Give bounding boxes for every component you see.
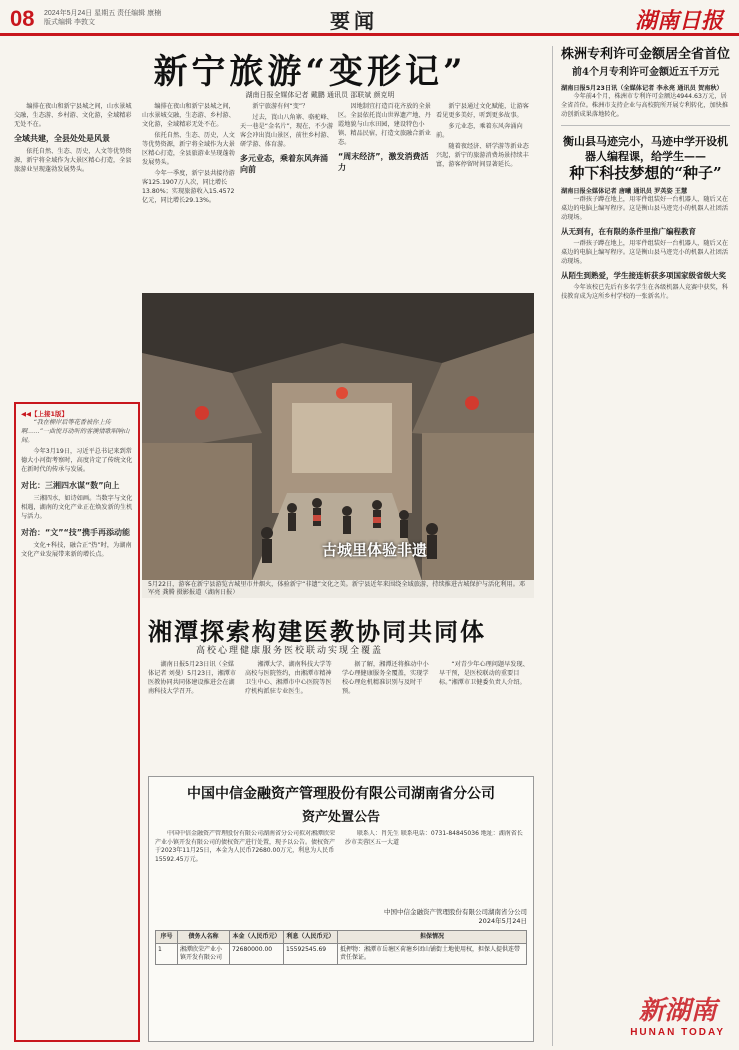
second-col-2: [245, 660, 335, 770]
page-number: 08: [10, 6, 35, 31]
notice-table: [155, 930, 527, 965]
lead-paragraph: 依托自然、生态、历史，人文等优势资源，新宁将全域作为大景区精心打造，全县旅游业呈现蓬勃发展势头。: [14, 148, 132, 173]
right-column: [552, 46, 730, 1046]
section-name: 要闻: [330, 9, 378, 33]
photo-caption: 5月22日，游客在新宁县游览古城里市井烟火，体验新宁“非遗”文化之美。新宁县近年来围绕全域旅游，持续推进古城保护与活化利用。邓军亮 龚腾 摄影报道（湖南日报）: [142, 580, 534, 598]
right-headline-4: 种下科技梦想的“种子”: [569, 164, 722, 182]
right-paragraph: 一群孩子蹲在地上，用零件组装好一台机器人，随后又在桌边的电脑上编写程序。这是衡山县马迹完小的机器人社团活动现场。: [561, 196, 729, 221]
lead-paragraph: 多元业态，乘着东风奔涌向前。: [436, 123, 523, 139]
masthead: [0, 0, 739, 36]
asset-disposal-notice: [148, 776, 534, 1042]
second-paragraph: 据了解，湘潭还将推动中小学心理健康服务全覆盖，实现学校心理危机精准识别与及时干预。: [342, 661, 429, 695]
table-cell: 抵押物：湘潭市岳塘区荷塘乡团山铺街土地使用权，担保人提供连带责任保证。: [338, 944, 527, 965]
second-article-subtitle: 高校心理健康服务医校联动实现全覆盖: [196, 646, 384, 656]
right-paragraph: 今年该校已先后有多名学生在各级机器人竞赛中获奖，科技教育成为这所乡村学校的一张新名片。: [561, 284, 729, 300]
lead-paragraph: 新宁旅游有何“变”？: [252, 103, 309, 110]
notice-contact: 联系人：肖先生 联系电话：0731-84845036 地址：湖南省长沙市芙蓉区五一大道: [345, 830, 523, 846]
sidebar-story: [14, 402, 140, 1042]
second-article-body: [148, 660, 534, 770]
lead-col-left: [14, 102, 136, 402]
lead-paragraph: 依托自然、生态、历史，人文等优势资源，新宁将全域作为大景区精心打造，全县旅游业呈现蓬勃发展势头。: [142, 132, 235, 166]
notice-title: 中国中信金融资产管理股份有限公司湖南省分公司: [187, 786, 495, 802]
lead-paragraph: 编排在夜山和新宁县城之间，山水景城交融，生态游、乡村游、文化游，全域精彩无处不在。: [14, 103, 132, 128]
right-paragraph: 一群孩子蹲在地上，用零件组装好一台机器人，随后又在桌边的电脑上编写程序。这是衡山县马迹完小的机器人社团活动现场。: [561, 240, 729, 265]
table-header: 债务人名称: [178, 931, 230, 944]
news-photo: [142, 293, 534, 581]
right-headline-3: 衡山县马迹完小，马迹中学开设机器人编程课，给学生——: [563, 135, 728, 163]
table-row: [156, 944, 527, 965]
notice-sign-date: 2024年5月24日: [478, 917, 527, 925]
table-cell: 湘潭欣荣产业小镇开发有限公司: [178, 944, 230, 965]
right-subhead: 从陌生到熟爱，学生接连斩获多项国家级省级大奖: [561, 271, 726, 280]
table-cell: 72680000.00: [230, 944, 284, 965]
right-headline-2: 前4个月专利许可金额近五千万元: [572, 67, 719, 78]
table-cell: 1: [156, 944, 178, 965]
lead-col-2: [240, 102, 334, 292]
notice-table-header-row: [156, 931, 527, 944]
sidebar-subhead: 对比：三湘四水谋“数”向上: [21, 481, 120, 490]
table-header: 利息（人民币元）: [284, 931, 338, 944]
right-article-2: [561, 186, 730, 301]
notice-text: [155, 830, 527, 906]
second-col-1: [148, 660, 238, 770]
lead-paragraph: 编排在夜山和新宁县城之间，山水景城交融，生态游、乡村游、文化游，全域精彩无处不在。: [142, 103, 235, 128]
second-col-3: [342, 660, 432, 770]
street-scene-image: [142, 293, 534, 581]
watermark-cn: 新湖南: [638, 996, 717, 1026]
lead-col-4: [436, 102, 530, 292]
lead-paragraph: 因地制宜打造百花齐放的全景区。全县依托崀山世界遗产地、丹霞地貌与山水田园，建设特色小镇、精品民宿，打造文旅融合新业态。: [338, 103, 431, 146]
lead-col-1: [142, 102, 236, 292]
divider: [561, 125, 730, 126]
sidebar-paragraph: 三湘四水，如诗如画。当数字与文化相遇，湖南的文化产业正在焕发新的生机与活力。: [21, 495, 133, 520]
lead-subhead: 全域共建，全县处处是风景: [14, 134, 110, 143]
second-col-4: [439, 660, 529, 770]
sidebar-paragraph: “我在柳岸后等花香被你上传啊……”一曲悦耳动听的客澳情歌唱响山间。: [21, 419, 130, 444]
lead-subhead: “周末经济”，激发消费活力: [338, 152, 429, 172]
notice-sign-org: 中国中信金融资产管理股份有限公司湖南省分公司: [384, 908, 527, 916]
lead-paragraph: 随着夜经济、研学游等新业态兴起，新宁的旅游消费场景持续丰富，游客停留时间显著延长。: [436, 143, 529, 168]
watermark-en: HUNAN TODAY: [630, 1027, 725, 1038]
right-subhead: 从无到有，在有限的条件里推广编程教育: [561, 227, 696, 236]
second-paragraph: 湖南日报5月23日讯（全媒体记者 刘曼）5月23日，湘潭市医教协同共同体建设推进会在湖南科技大学召开。: [148, 661, 237, 695]
second-article-title: 湘潭探索构建医教协同共同体: [148, 617, 486, 646]
brand-logo: 湖南日报: [634, 8, 723, 34]
notice-subtitle: 资产处置公告: [301, 810, 380, 825]
second-paragraph: 湘潭大学、湖南科技大学等高校与医院签约，由湘潭市精神卫生中心、湘潭市中心医院等医疗机构派驻专业医生。: [245, 661, 332, 695]
table-cell: 15592545.69: [284, 944, 338, 965]
table-header: 序号: [156, 931, 178, 944]
lead-subhead: 多元业态，乘着东风奔涌向前: [240, 154, 328, 174]
table-header: 本金（人民币元）: [230, 931, 284, 944]
photo-overlay-title: 古城里体验非遗: [322, 541, 428, 559]
second-paragraph: “对青少年心理问题早发现、早干预，是医校联动的重要目标。”湘潭市卫健委负责人介绍。: [439, 661, 529, 686]
continued-tag: ◀◀【上接1版】: [21, 410, 69, 418]
right-byline-1: 湖南日报5月23日讯（全媒体记者 李永亮 通讯员 贺南秋）: [561, 85, 723, 92]
right-byline-2: 湖南日报全媒体记者 唐曦 通讯员 罗英姿 王慧: [561, 188, 688, 195]
notice-paragraph: 中国中信金融资产管理股份有限公司湖南省分公司拟对湘潭欣荣产业小镇开发有限公司的债权资产进行处置，现予以公告。债权资产于2023年11月25日，本金为人民币72680.00万元，利息为人民币15592.45万元。: [155, 830, 336, 863]
notice-signature: [155, 908, 527, 926]
right-paragraph: 今年前4个月，株洲市专利许可金额达4944.63万元，居全省首位。株洲市支持企业与高校院所开展专利转化，加快推动创新成果落地转化。: [561, 93, 729, 118]
sidebar-paragraph: 今年3月19日，习近平总书记来到常德大小河街考察时，高度肯定了传统文化在新时代的传承与发展。: [21, 448, 133, 473]
lead-col-3: [338, 102, 432, 292]
watermark-logo: [630, 990, 725, 1038]
lead-paragraph: 过去，崀山八角寨、骆驼峰、天一巷是“金名片”，现在，不少游客会冲出崀山景区，前往乡村游、研学游、体育游。: [240, 114, 334, 148]
sidebar-subhead: 对治：“文”“技”携手再添动能: [21, 528, 131, 537]
right-headline-1: 株洲专利许可金额居全省首位: [561, 47, 730, 62]
lead-paragraph: 新宁县通过文化赋能，让游客看见更多美好，听到更多故事。: [436, 103, 529, 119]
lead-paragraph: 今年一季度，新宁县共接待游客125.1907万人次，同比增长13.80%；实现旅游收入15.4572亿元，同比增长29.13%。: [142, 170, 235, 204]
lead-article-byline: 湖南日报全媒体记者 戴鹏 通讯员 邵联斌 颜克明: [245, 91, 395, 99]
table-header: 担保情况: [338, 931, 527, 944]
sidebar-paragraph: 文化+科技，融合正“热”时，为湖南文化产业发展带来新的增长点。: [21, 542, 132, 558]
lead-article-title: 新宁旅游“变形记”: [153, 52, 467, 92]
date-line: 2024年5月24日 星期五 责任编辑 康楠 版式编辑 李敦文: [44, 10, 162, 26]
right-article-1: [561, 83, 730, 119]
